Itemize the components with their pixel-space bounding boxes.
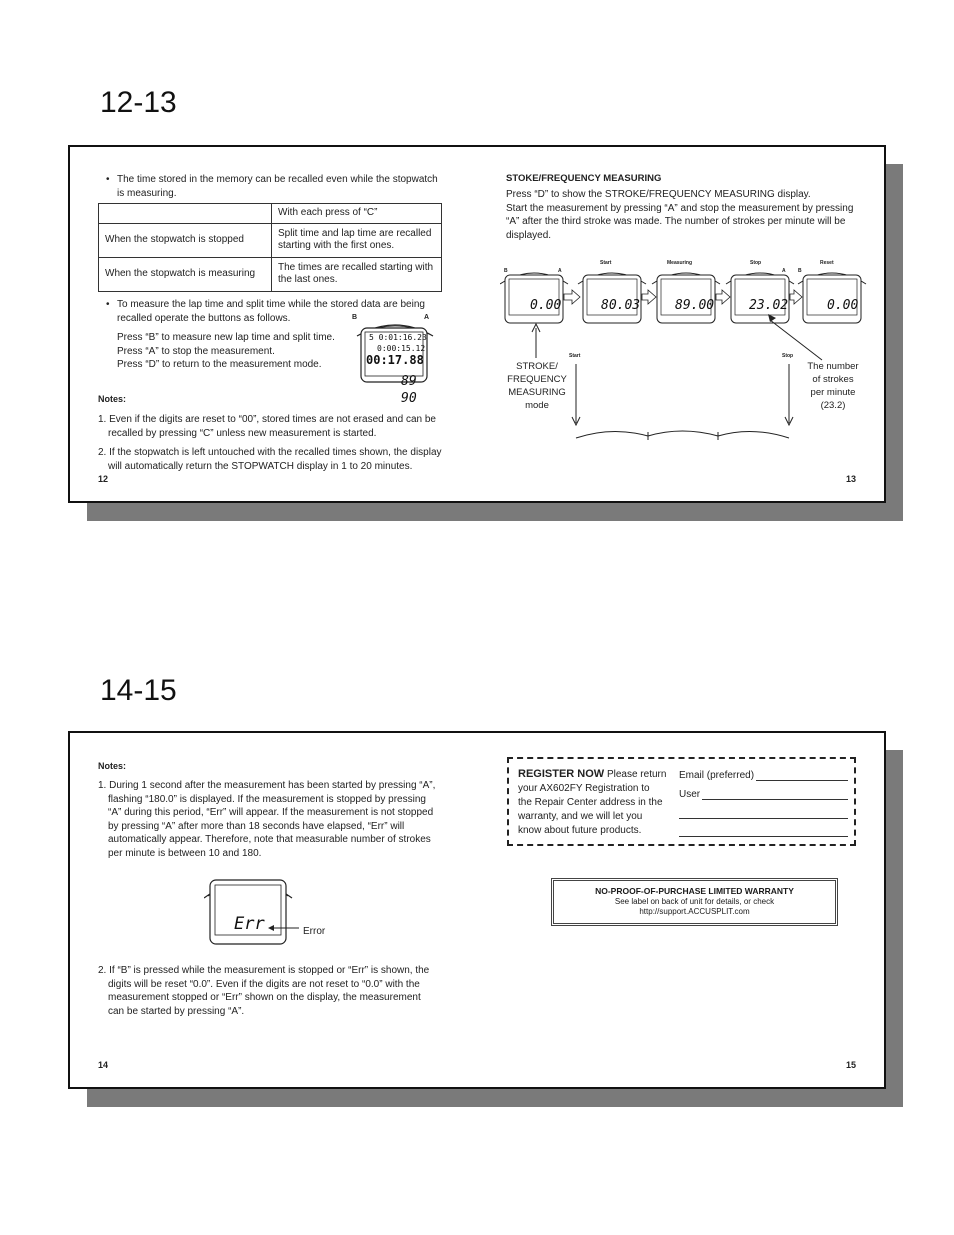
table-cell-label: When the stopwatch is stopped — [99, 223, 272, 257]
table-cell-value — [272, 223, 442, 257]
blank-field[interactable] — [679, 836, 848, 837]
diagram-button-b: B — [798, 268, 802, 274]
text-line: automatically appear. Therefore, note that measurable number of strokes — [108, 834, 431, 845]
watch-line-2: 0:00:15.12 — [377, 344, 426, 353]
section-heading: STOKE/FREQUENCY MEASURING — [506, 173, 662, 184]
text-line: (23.2) — [820, 400, 846, 411]
watch-line-5: 90 — [401, 391, 417, 406]
text-line: flashing “180.0” is displayed. If the measurement is stopped by pressing — [108, 793, 426, 805]
text-line: warranty, and we will let you — [518, 811, 643, 822]
text-line: To measure the lap time and split time while the stored data are being — [117, 299, 425, 310]
display-value: 0.00 — [530, 298, 562, 313]
text-line: recalled operate the buttons as follows. — [117, 312, 291, 324]
display-value: 80.03 — [601, 298, 641, 313]
text-line: 1. During 1 second after the measurement has been started by pressing “A”, — [98, 780, 436, 791]
blank-field[interactable] — [679, 818, 848, 819]
text-line: per minute is between 10 and 180. — [108, 847, 262, 859]
diagram-button-a: A — [782, 268, 786, 274]
diagram-graphics — [500, 258, 870, 453]
notes-title: Notes: — [98, 394, 127, 404]
spread-title-14-15: 14-15 — [100, 674, 177, 707]
warranty-box — [551, 878, 838, 926]
notes-title: Notes: — [98, 761, 127, 771]
diagram-label-reset: Reset — [820, 260, 834, 266]
text-line: MEASURING — [508, 387, 566, 398]
page-number-14: 14 — [98, 1060, 109, 1070]
text-line: starting with the first ones. — [278, 240, 395, 251]
diagram-button-a: A — [558, 268, 562, 274]
text-line: The time stored in the memory can be recalled even while the stopwatch — [117, 174, 438, 185]
diagram-label-stop: Stop — [750, 260, 762, 266]
register-text — [518, 767, 673, 838]
display-value: 23.02 — [749, 298, 789, 313]
text-line: STROKE/ — [516, 361, 558, 372]
text-line: 2. If “B” is pressed while the measurement is stopped or “Err” is shown, the — [98, 965, 430, 976]
bullet-dot: • — [106, 174, 110, 185]
step-line: Press “D” to return to the measurement mode. — [117, 359, 322, 370]
button-b-label: B — [352, 314, 358, 321]
text-span: Please return — [606, 769, 667, 780]
text-line: The number — [807, 361, 859, 372]
table-row — [99, 204, 442, 224]
note-1 — [98, 413, 443, 440]
table-header: With each press of “C” — [272, 204, 442, 224]
text-line: 1. Even if the digits are reset to “00”, stored times are not erased and can be — [98, 414, 436, 425]
text-line: by pressing “A” after more than 18 seconds have elapsed, “Err” will — [108, 820, 405, 832]
text-line: mode — [525, 400, 549, 411]
text-line: The times are recalled starting with — [278, 261, 434, 273]
error-label: Error — [303, 926, 326, 937]
note-2 — [98, 446, 443, 473]
table-row — [99, 223, 442, 257]
text-line — [518, 767, 673, 782]
diagram-button-b: B — [504, 268, 508, 274]
text-line: measurement stopped or “Err” shown on the display, the measurement — [108, 992, 421, 1003]
text-line: is measuring. — [117, 187, 177, 199]
display-value: 0.00 — [827, 298, 859, 313]
user-label: User — [679, 789, 701, 800]
warranty-link[interactable]: http://support.ACCUSPLIT.com — [639, 907, 750, 916]
result-label — [800, 360, 866, 412]
diagram-label-measuring: Measuring — [667, 260, 693, 266]
mode-label — [502, 360, 572, 412]
stopwatch-illustration — [349, 314, 441, 412]
text-line: the Repair Center address in the — [518, 797, 663, 808]
email-field[interactable] — [756, 780, 848, 781]
text-line: the last ones. — [278, 274, 338, 285]
stroke-diagram — [500, 258, 870, 453]
button-a-label: A — [424, 314, 430, 321]
text-line: Press “D” to show the STROKE/FREQUENCY MEASURING display. — [506, 189, 811, 200]
table-row — [99, 257, 442, 291]
warranty-title: NO-PROOF-OF-PURCHASE LIMITED WARRANTY — [595, 886, 794, 896]
warranty-line-1: See label on back of unit for details, or check — [614, 897, 775, 906]
table-cell-label: When the stopwatch is measuring — [99, 257, 272, 291]
page-number-13: 13 — [846, 474, 857, 484]
text-line: can be started by pressing “A”. — [108, 1005, 245, 1017]
text-line: know about future products. — [518, 825, 642, 836]
display-value: 89.00 — [675, 298, 715, 313]
watch-line-3: 00:17.88 — [366, 353, 424, 367]
text-line: Start the measurement by pressing “A” and stop the measurement by pressing — [506, 202, 854, 214]
text-line: 2. If the stopwatch is left untouched with the recalled times shown, the display — [98, 447, 442, 458]
step-line: Press “B” to measure new lap time and split time. — [117, 332, 335, 343]
table-cell-value — [272, 257, 442, 291]
text-line: “A” after the third stroke was made. The number of strokes per minute will be — [506, 216, 846, 227]
watch-line-4: 89 — [401, 374, 417, 389]
page-number-15: 15 — [846, 1060, 857, 1070]
bullet-dot: • — [106, 299, 110, 310]
register-heading: REGISTER NOW — [518, 768, 605, 780]
note-2 — [98, 964, 443, 1018]
table-cell-empty — [99, 204, 272, 224]
text-line: will automatically return the STOPWATCH display in 1 to 20 minutes. — [108, 460, 413, 472]
user-field[interactable] — [702, 799, 848, 800]
text-line: FREQUENCY — [507, 374, 567, 385]
text-line: Split time and lap time are recalled — [278, 227, 432, 239]
err-display: Err — [234, 914, 265, 934]
arrow-start-label: Start — [569, 353, 581, 359]
note-1 — [98, 779, 443, 860]
page-number-12: 12 — [98, 474, 109, 484]
err-watch-illustration — [204, 868, 334, 948]
text-line: your AX602FY Registration to — [518, 783, 650, 794]
text-line: per minute — [810, 387, 856, 398]
step-line: Press “A” to stop the measurement. — [117, 345, 275, 357]
text-line: digits will be reset “0.0”. Even if the digits are not reset to “0.0” with the — [108, 978, 420, 990]
bullet-memory-recall — [117, 173, 447, 200]
text-line: of strokes — [812, 374, 854, 385]
diagram-label-start: Start — [600, 260, 612, 266]
email-label: Email (preferred) — [679, 770, 755, 781]
watch-line-1: 5 0:01:16.23 — [369, 333, 427, 342]
recall-table — [98, 203, 442, 292]
text-line: “A” during this period, “Err” will appear. If the measurement is not stopped — [108, 807, 434, 818]
text-line: displayed. — [506, 229, 552, 241]
section-body — [506, 188, 866, 242]
arrow-stop-label: Stop — [782, 353, 794, 359]
button-steps — [117, 331, 357, 372]
text-line: recalled by pressing “C” unless new measurement is started. — [108, 427, 377, 439]
spread-title-12-13: 12-13 — [100, 86, 177, 119]
